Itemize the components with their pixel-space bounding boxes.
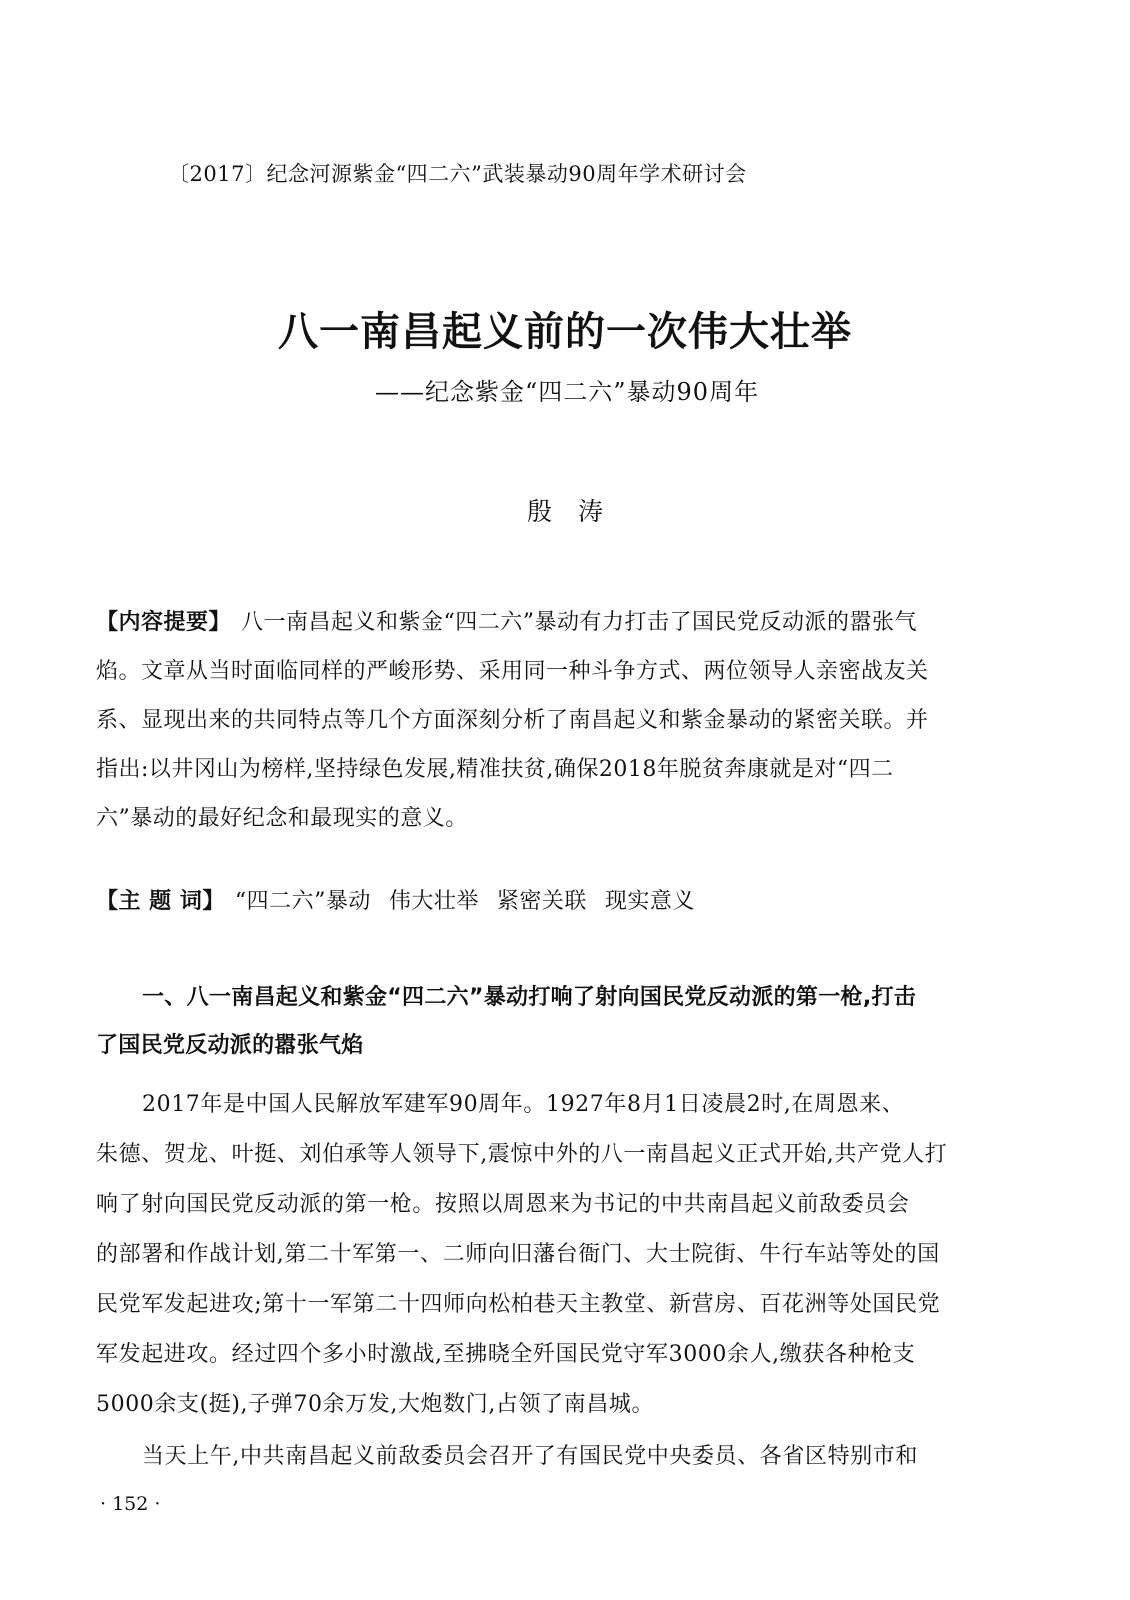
running-header: 〔2017〕纪念河源紫金“四二六”武装暴动90周年学术研讨会 [168, 162, 747, 186]
paragraph-1-line-4: 的部署和作战计划,第二十军第一、二师向旧藩台衙门、大士院街、牛行车站等处的国 [96, 1242, 940, 1267]
abstract-line-3: 系、显现出来的共同特点等几个方面深刻分析了南昌起义和紫金暴动的紧密关联。并 [96, 708, 929, 733]
abstract-text: 八一南昌起义和紫金“四二六”暴动有力打击了国民党反动派的嚣张气 [241, 610, 918, 635]
paragraph-1-line-2: 朱德、贺龙、叶挺、刘伯承等人领导下,震惊中外的八一南昌起义正式开始,共产党人打 [96, 1142, 948, 1167]
paragraph-1-line-5: 民党军发起进攻;第十一军第二十四师向松柏巷天主教堂、新营房、百花洲等处国民党 [96, 1292, 941, 1317]
article-title: 八一南昌起义前的一次伟大壮举 [278, 309, 852, 355]
paragraph-1-line-1: 2017年是中国人民解放军建军90周年。1927年8月1日凌晨2时,在周恩来、 [142, 1092, 905, 1117]
keyword-item: 现实意义 [604, 889, 695, 914]
keyword-item: 紧密关联 [496, 889, 587, 914]
keywords-label: 【主 题 词】 [96, 889, 225, 914]
paragraph-1-line-7: 5000余支(挺),子弹70余万发,大炮数门,占领了南昌城。 [96, 1392, 655, 1417]
page-number: · 152 · [100, 1493, 161, 1515]
abstract-line-4: 指出:以井冈山为榜样,坚持绿色发展,精准扶贫,确保2018年脱贫奔康就是对“四二 [96, 757, 894, 782]
section-heading-line-1: 一、八一南昌起义和紫金“四二六”暴动打响了射向国民党反动派的第一枪,打击 [142, 985, 917, 1010]
article-subtitle: ——纪念紫金“四二六”暴动90周年 [375, 378, 760, 406]
keyword-item: 伟大壮举 [388, 889, 479, 914]
section-heading-line-2: 了国民党反动派的嚣张气焰 [96, 1033, 364, 1058]
author-name: 殷涛 [526, 497, 629, 526]
abstract-label: 【内容提要】 [96, 610, 232, 635]
paragraph-1-line-3: 响了射向国民党反动派的第一枪。按照以周恩来为书记的中共南昌起义前敌委员会 [96, 1192, 910, 1217]
abstract-line-5: 六”暴动的最好纪念和最现实的意义。 [96, 806, 468, 831]
keyword-item: “四二六”暴动 [234, 889, 371, 914]
keywords-line [96, 884, 695, 915]
paragraph-1-line-6: 军发起进攻。经过四个多小时激战,至拂晓全歼国民党守军3000余人,缴获各种枪支 [96, 1342, 916, 1367]
abstract-line-2: 焰。文章从当时面临同样的严峻形势、采用同一种斗争方式、两位领导人亲密战友关 [96, 659, 929, 684]
abstract-line-1 [96, 605, 917, 636]
paragraph-2-line-1: 当天上午,中共南昌起义前敌委员会召开了有国民党中央委员、各省区特别市和 [142, 1444, 918, 1469]
